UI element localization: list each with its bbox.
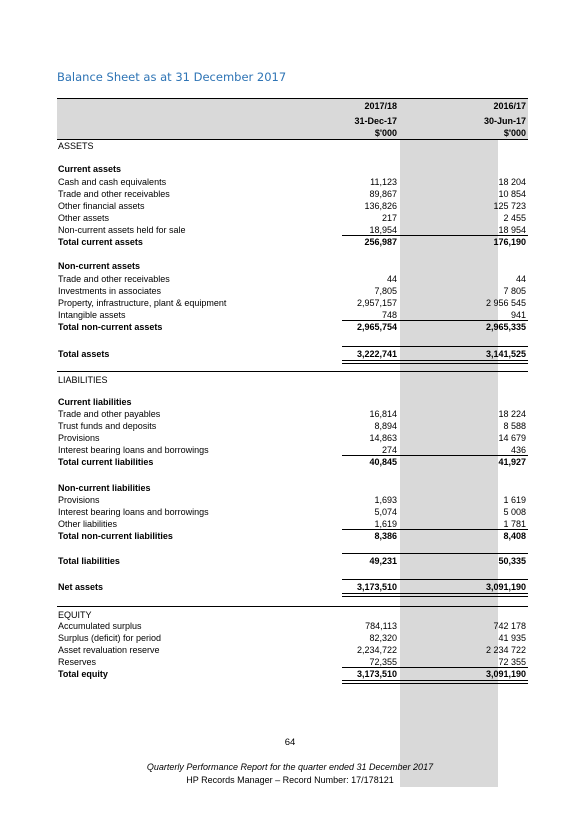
row-value-2016-17: 41 935: [498, 633, 526, 643]
row-value-2017-18: 3,173,510: [356, 669, 397, 679]
row-label: Cash and cash equivalents: [58, 177, 167, 187]
total-assets-double-rule: [342, 360, 528, 364]
row-label: Net assets: [58, 582, 104, 592]
row-value-2017-18: 18,954: [369, 225, 397, 235]
row-label: Total current liabilities: [58, 457, 154, 467]
subtotal-rule: [342, 320, 528, 321]
row-value-2017-18: 784,113: [365, 621, 397, 631]
row-value-2017-18: 2,957,157: [356, 298, 397, 308]
table-row: [57, 494, 528, 506]
row-label: EQUITY: [58, 610, 92, 620]
row-value-2017-18: 274: [381, 445, 397, 455]
row-value-2016-17: 3,091,190: [485, 582, 526, 592]
row-value-2016-17: 3,141,525: [485, 349, 526, 359]
row-label: Accumulated surplus: [58, 621, 142, 631]
row-value-2017-18: 1,693: [374, 495, 397, 505]
row-value-2016-17: 7 805: [503, 286, 526, 296]
row-label: Current liabilities: [58, 397, 132, 407]
net-assets-top-rule: [342, 579, 528, 580]
row-value-2016-17: 125 723: [493, 201, 526, 211]
subtotal-rule: [342, 235, 528, 236]
row-label: Other financial assets: [58, 201, 145, 211]
row-value-2017-18: 72,355: [369, 657, 397, 667]
row-label: Trade and other receivables: [58, 189, 170, 199]
table-row: [57, 348, 528, 360]
row-value-2017-18: 8,386: [374, 531, 397, 541]
header-band: [57, 98, 528, 139]
row-label: Total equity: [58, 669, 108, 679]
row-label: Provisions: [58, 433, 100, 443]
header-col2-line: $'000: [503, 128, 526, 138]
row-value-2017-18: 217: [381, 213, 397, 223]
section-divider-liabilities: [57, 371, 528, 372]
table-row: [57, 668, 528, 680]
row-label: Total assets: [58, 349, 110, 359]
table-row: [57, 482, 528, 494]
row-label: Current assets: [58, 164, 122, 174]
row-value-2016-17: 72 355: [498, 657, 526, 667]
row-value-2016-17: 2 455: [503, 213, 526, 223]
row-value-2017-18: 44: [386, 274, 397, 284]
row-value-2017-18: 82,320: [369, 633, 397, 643]
row-label: Total liabilities: [58, 556, 120, 566]
row-label: Reserves: [58, 657, 97, 667]
table-row: [57, 530, 528, 542]
row-value-2016-17: 5 008: [503, 507, 526, 517]
row-label: Non-current assets: [58, 261, 141, 271]
row-value-2016-17: 2 956 545: [485, 298, 526, 308]
header-col1-line: $'000: [374, 128, 397, 138]
page-number: 64: [284, 737, 296, 748]
row-value-2016-17: 2,965,335: [485, 322, 526, 332]
total-liabilities-top-rule: [342, 553, 528, 554]
table-row: [57, 456, 528, 468]
row-label: Property, infrastructure, plant & equipment: [58, 298, 227, 308]
table-row: [57, 260, 528, 272]
row-value-2017-18: 89,867: [369, 189, 397, 199]
table-row: [57, 506, 528, 518]
table-row: [57, 632, 528, 644]
table-row: [57, 420, 528, 432]
row-value-2016-17: 18 204: [498, 177, 526, 187]
header-col2-line: 2016/17: [493, 101, 526, 111]
row-value-2017-18: 2,965,754: [356, 322, 397, 332]
net-assets-double-rule: [342, 593, 528, 597]
table-row: [57, 236, 528, 248]
row-label: Trade and other receivables: [58, 274, 170, 284]
header-col2-line: 30-Jun-17: [483, 116, 526, 126]
row-value-2017-18: 748: [381, 310, 397, 320]
page-title: Balance Sheet as at 31 December 2017: [57, 70, 287, 84]
row-label: Trust funds and deposits: [58, 421, 157, 431]
footer-record-number: HP Records Manager – Record Number: 17/178121: [186, 775, 394, 785]
row-value-2016-17: 8,408: [503, 531, 526, 541]
header-top-rule: [57, 98, 528, 99]
subtotal-rule: [342, 455, 528, 456]
row-label: Surplus (deficit) for period: [58, 633, 162, 643]
row-label: Interest bearing loans and borrowings: [58, 507, 209, 517]
header-col1-line: 2017/18: [364, 101, 397, 111]
row-value-2016-17: 14 679: [498, 433, 526, 443]
row-value-2017-18: 3,222,741: [356, 349, 397, 359]
row-value-2016-17: 742 178: [493, 621, 526, 631]
row-value-2017-18: 256,987: [364, 237, 397, 247]
row-value-2016-17: 176,190: [493, 237, 526, 247]
row-label: Investments in associates: [58, 286, 162, 296]
row-value-2016-17: 1 781: [503, 519, 526, 529]
row-value-2016-17: 18 224: [498, 409, 526, 419]
total-assets-top-rule: [342, 346, 528, 347]
row-value-2016-17: 41,927: [498, 457, 526, 467]
row-value-2017-18: 40,845: [369, 457, 397, 467]
row-value-2016-17: 941: [510, 310, 526, 320]
row-value-2017-18: 3,173,510: [356, 582, 397, 592]
table-row: [57, 555, 528, 567]
table-row: [57, 581, 528, 593]
row-value-2016-17: 10 854: [498, 189, 526, 199]
table-row: [57, 396, 528, 408]
table-row: [57, 176, 528, 188]
row-value-2016-17: 44: [515, 274, 526, 284]
row-value-2016-17: 436: [510, 445, 526, 455]
table-row: [57, 188, 528, 200]
row-value-2016-17: 18 954: [498, 225, 526, 235]
table-row: [57, 297, 528, 309]
table-row: [57, 644, 528, 656]
row-label: Asset revaluation reserve: [58, 645, 160, 655]
row-label: Total non-current liabilities: [58, 531, 173, 541]
table-row: [57, 620, 528, 632]
row-value-2017-18: 1,619: [374, 519, 397, 529]
row-value-2017-18: 5,074: [374, 507, 397, 517]
footer-report-title: Quarterly Performance Report for the quarter ended 31 December 2017: [146, 762, 434, 772]
row-label: Provisions: [58, 495, 100, 505]
row-value-2016-17: 50,335: [498, 556, 526, 566]
table-row: [57, 285, 528, 297]
table-row: [57, 163, 528, 175]
total-equity-double-rule: [342, 680, 528, 684]
row-label: Total current assets: [58, 237, 143, 247]
row-value-2016-17: 2 234 722: [485, 645, 526, 655]
header-col1-line: 31-Dec-17: [354, 116, 397, 126]
row-value-2016-17: 8 588: [503, 421, 526, 431]
row-value-2017-18: 7,805: [374, 286, 397, 296]
table-row: [57, 140, 528, 152]
row-value-2016-17: 3,091,190: [485, 669, 526, 679]
row-value-2017-18: 49,231: [369, 556, 397, 566]
row-label: ASSETS: [58, 141, 94, 151]
table-row: [57, 273, 528, 285]
row-value-2017-18: 136,826: [364, 201, 397, 211]
subtotal-rule: [342, 667, 528, 668]
section-divider-equity: [57, 606, 528, 607]
row-value-2017-18: 2,234,722: [356, 645, 397, 655]
row-value-2017-18: 11,123: [370, 177, 397, 187]
table-row: [57, 200, 528, 212]
table-row: [57, 408, 528, 420]
row-label: Non-current assets held for sale: [58, 225, 186, 235]
table-row: [57, 374, 528, 386]
table-row: [57, 212, 528, 224]
row-value-2017-18: 8,894: [374, 421, 397, 431]
table-row: [57, 432, 528, 444]
row-value-2017-18: 14,863: [369, 433, 397, 443]
row-value-2017-18: 16,814: [369, 409, 397, 419]
row-value-2016-17: 1 619: [503, 495, 526, 505]
row-label: Trade and other payables: [58, 409, 161, 419]
table-row: [57, 321, 528, 333]
row-label: Other assets: [58, 213, 110, 223]
row-label: LIABILITIES: [58, 375, 108, 385]
row-label: Other liabilities: [58, 519, 118, 529]
row-label: Total non-current assets: [58, 322, 163, 332]
row-label: Intangible assets: [58, 310, 126, 320]
subtotal-rule: [342, 529, 528, 530]
row-label: Interest bearing loans and borrowings: [58, 445, 209, 455]
row-label: Non-current liabilities: [58, 483, 151, 493]
